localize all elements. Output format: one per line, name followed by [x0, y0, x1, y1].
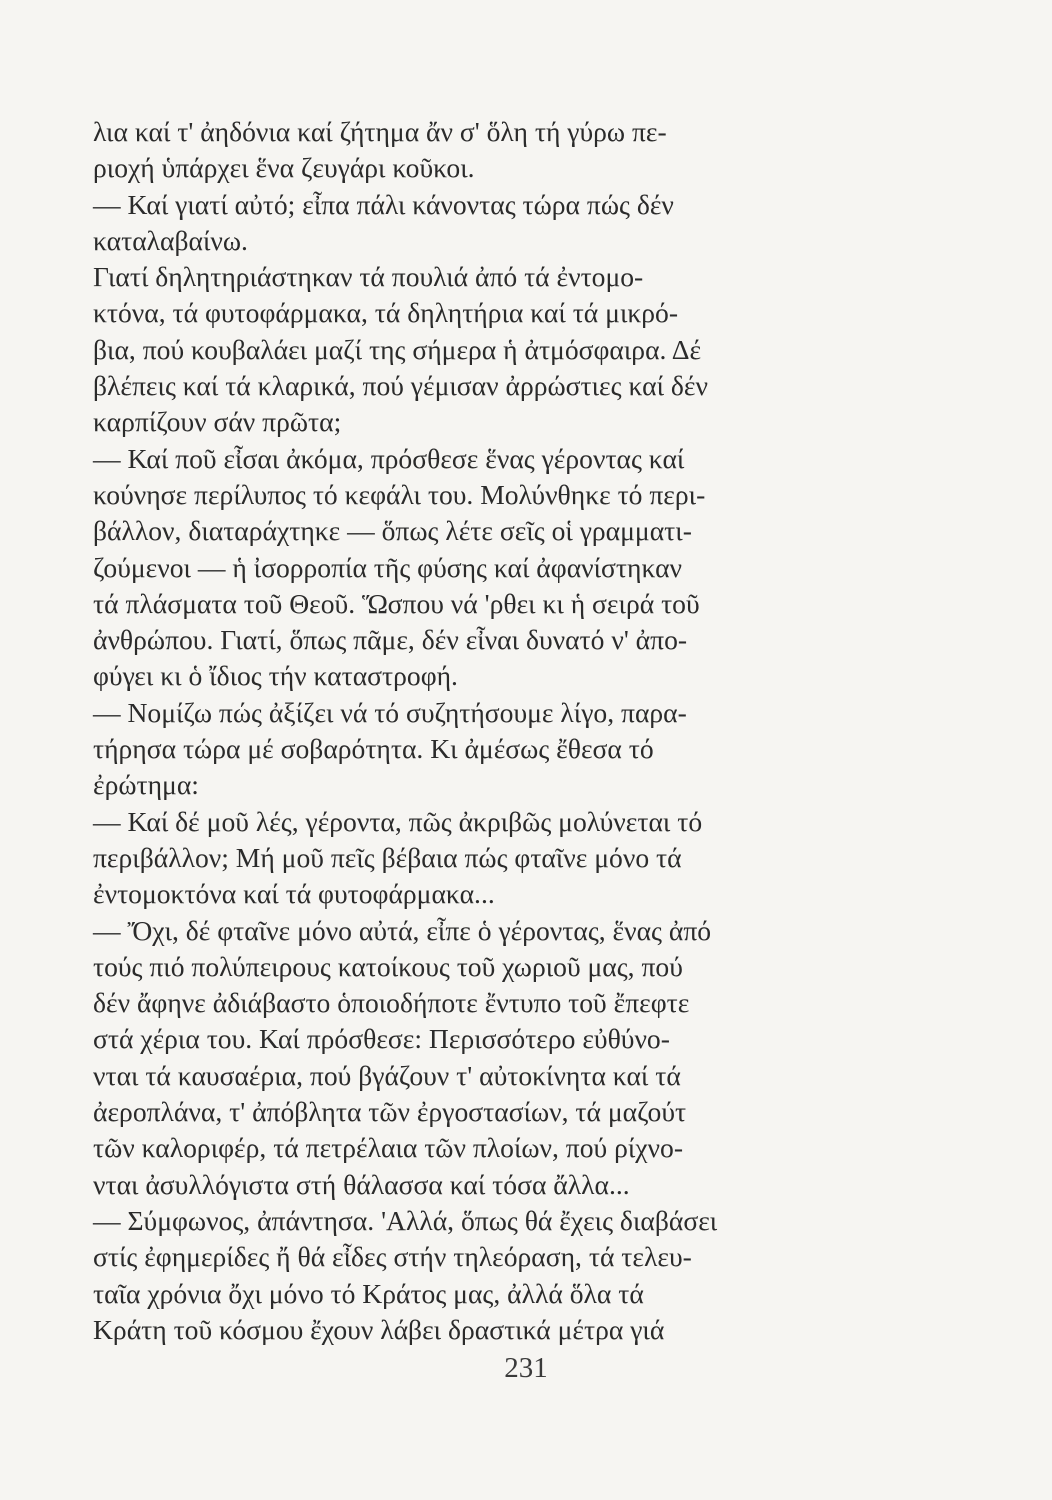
text-line: — Καί ποῦ εἶσαι ἀκόμα, πρόσθεσε ἕνας γέροντας καί [93, 442, 685, 474]
text-line: τά πλάσματα τοῦ Θεοῦ. Ὥσπου νά 'ρθει κι ἡ σειρά τοῦ [93, 587, 700, 619]
text-line: καρπίζουν σάν πρῶτα; [93, 406, 342, 438]
body-text [93, 114, 881, 1348]
text-line: ἐντομοκτόνα καί τά φυτοφάρμακα... [93, 878, 495, 910]
text-line: Γιατί δηλητηριάστηκαν τά πουλιά ἀπό τά ἐντομο- [93, 261, 644, 293]
text-line: — Ὄχι, δέ φταῖνε μόνο αὐτά, εἶπε ὁ γέροντας, ἕνας ἀπό [93, 914, 712, 946]
text-line: κτόνα, τά φυτοφάρμακα, τά δηλητήρια καί τά μικρό- [93, 297, 679, 329]
text-line: — Σύμφωνος, ἀπάντησα. 'Αλλά, ὅπως θά ἔχεις διαβάσει [93, 1204, 718, 1236]
text-line: ἀεροπλάνα, τ' ἀπόβλητα τῶν ἐργοστασίων, τά μαζούτ [93, 1096, 687, 1128]
text-line: ἐρώτημα: [93, 769, 199, 801]
text-line: βια, πού κουβαλάει μαζί της σήμερα ἡ ἀτμόσφαιρα. Δέ [93, 333, 702, 365]
text-line: ταῖα χρόνια ὄχι μόνο τό Κράτος μας, ἀλλά ὅλα τά [93, 1277, 644, 1309]
text-line: τῶν καλοριφέρ, τά πετρέλαια τῶν πλοίων, πού ρίχνο- [93, 1132, 684, 1164]
text-line: περιβάλλον; Μή μοῦ πεῖς βέβαια πώς φταῖνε μόνο τά [93, 841, 682, 873]
text-line: καταλαβαίνω. [93, 224, 248, 256]
text-line: βάλλον, διαταράχτηκε — ὅπως λέτε σεῖς οἱ γραμματι- [93, 515, 692, 547]
text-line: κούνησε περίλυπος τό κεφάλι του. Μολύνθηκε τό περι- [93, 478, 706, 510]
text-line: νται τά καυσαέρια, πού βγάζουν τ' αὐτοκίνητα καί τά [93, 1059, 681, 1091]
text-line: φύγει κι ὁ ἴδιος τήν καταστροφή. [93, 660, 458, 692]
text-line: — Νομίζω πώς ἀξίζει νά τό συζητήσουμε λίγο, παρα- [93, 696, 687, 728]
text-line: ριοχή ὑπάρχει ἕνα ζευγάρι κοῦκοι. [93, 152, 475, 184]
text-line: βλέπεις καί τά κλαρικά, πού γέμισαν ἀρρώστιες καί δέν [93, 370, 708, 402]
text-line: λια καί τ' ἀηδόνια καί ζήτημα ἄν σ' ὅλη τή γύρω πε- [93, 116, 667, 147]
page-number: 231 [504, 1352, 548, 1384]
text-line: νται ἀσυλλόγιστα στή θάλασσα καί τόσα ἄλλα... [93, 1168, 630, 1200]
text-line: δέν ἄφηνε ἀδιάβαστο ὁποιοδήποτε ἔντυπο τοῦ ἔπεφτε [93, 987, 690, 1019]
text-line: Κράτη τοῦ κόσμου ἔχουν λάβει δραστικά μέτρα γιά [93, 1313, 665, 1345]
text-line: — Καί δέ μοῦ λές, γέροντα, πῶς ἀκριβῶς μολύνεται τό [93, 805, 703, 837]
text-line: τήρησα τώρα μέ σοβαρότητα. Κι ἀμέσως ἔθεσα τό [93, 733, 654, 765]
text-line: στίς ἐφημερίδες ἤ θά εἶδες στήν τηλεόραση, τά τελευ- [93, 1241, 692, 1273]
text-line: ἀνθρώπου. Γιατί, ὅπως πᾶμε, δέν εἶναι δυνατό ν' ἀπο- [93, 624, 688, 656]
text-line: — Καί γιατί αὐτό; εἶπα πάλι κάνοντας τώρα πώς δέν [93, 188, 674, 220]
text-line: τούς πιό πολύπειρους κατοίκους τοῦ χωριοῦ μας, πού [93, 950, 683, 982]
text-line: ζούμενοι — ἡ ἰσορροπία τῆς φύσης καί ἀφανίστηκαν [93, 551, 683, 583]
text-line: στά χέρια του. Καί πρόσθεσε: Περισσότερο εὐθύνο- [93, 1023, 670, 1055]
